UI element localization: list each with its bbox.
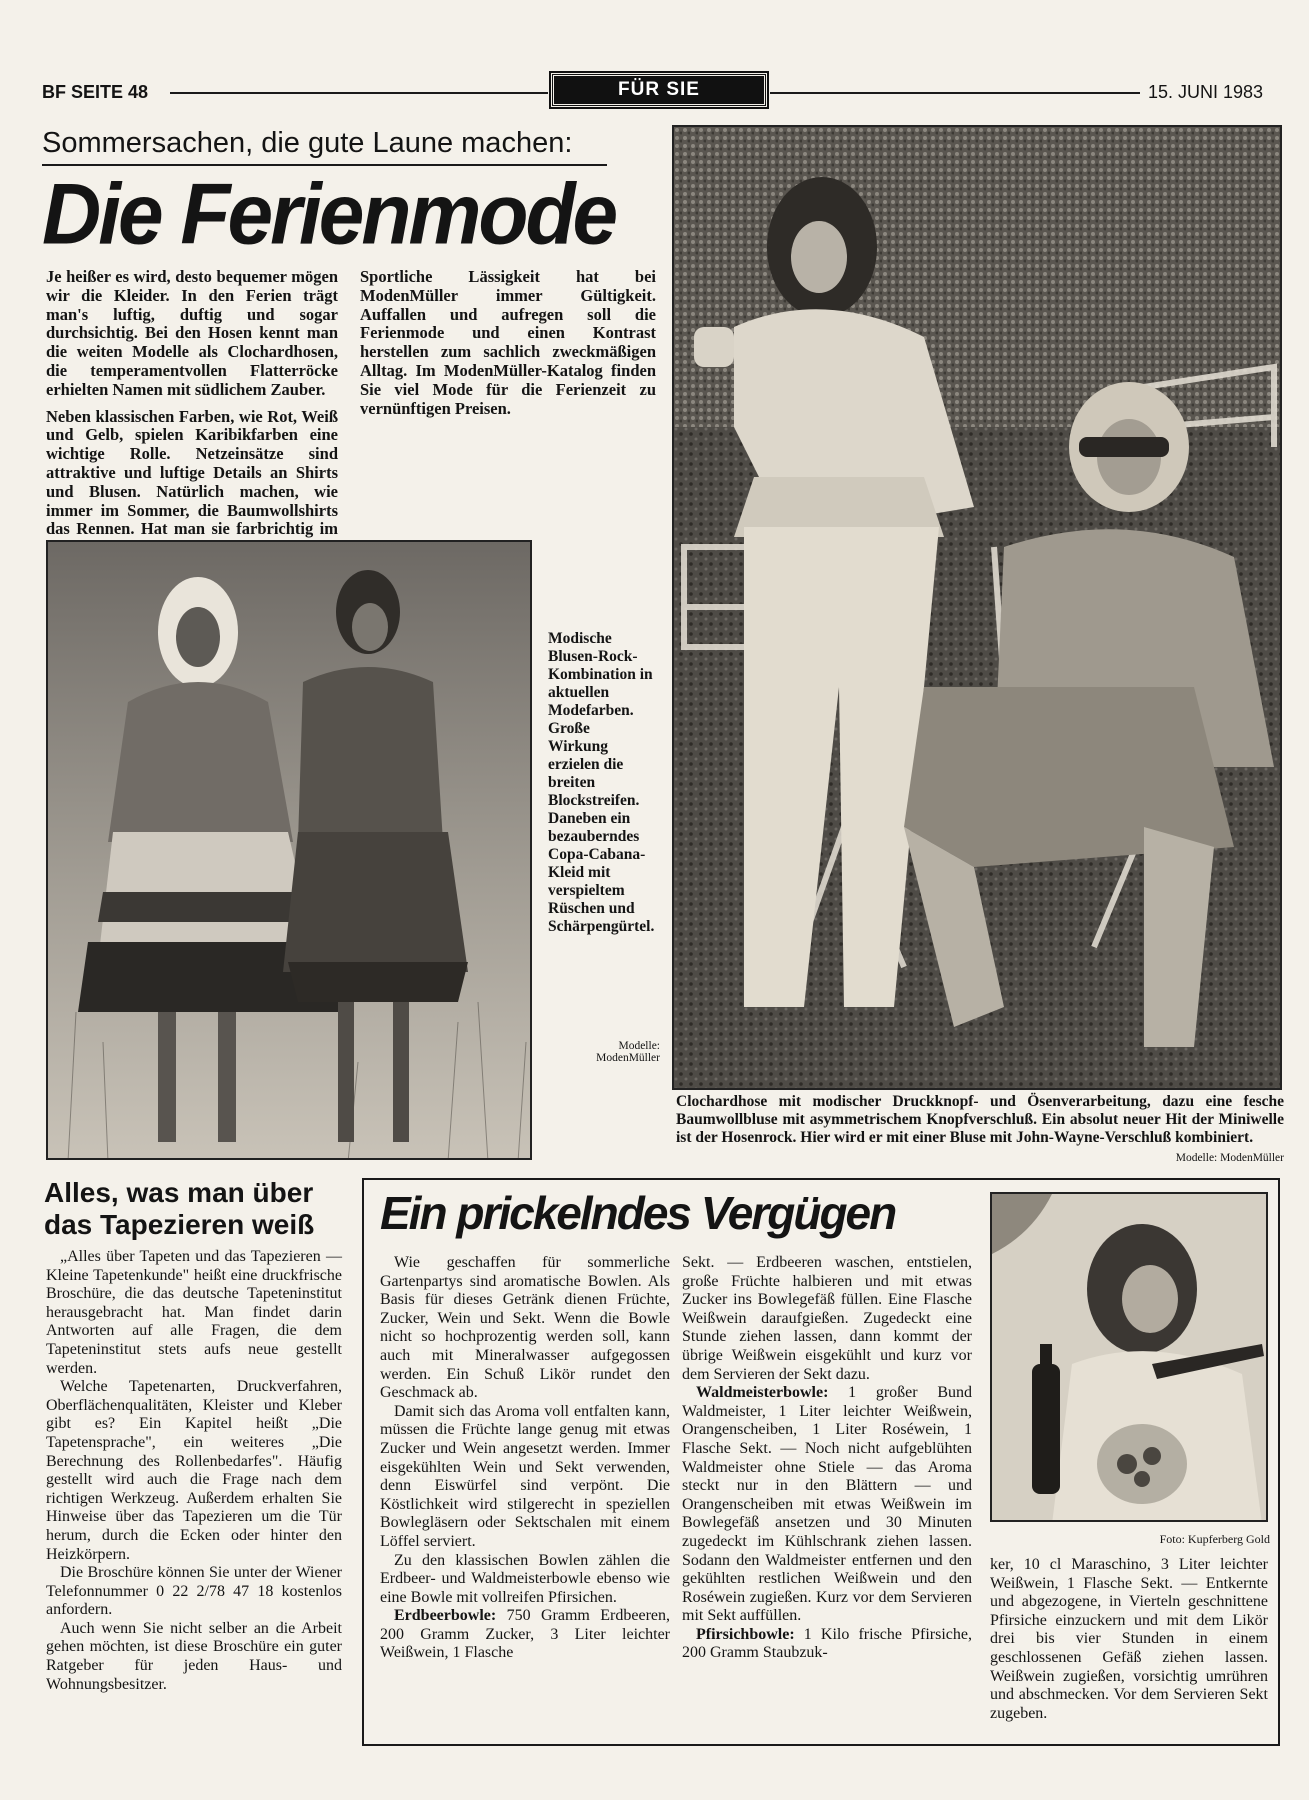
paragraph: Wie geschaffen für sommerliche Gartenpartys sind aromatische Bowlen. Als Basis für dieses Getränk dienen Früchte, Zucker, Wein und Sekt. Wenn die Bowle nicht so hochprozentig werden soll, kann auch mit Mineralwasser aufgegossen werden. Ein Schuß Likör rundet den Geschmack ab. <box>380 1254 670 1402</box>
paragraph: Sportliche Lässigkeit hat bei ModenMüller immer Gültigkeit. Auffallen und aufregen soll die Ferienmode und einen Kontrast herstellen zum sachlich zweckmäßigen Alltag. Im ModenMüller-Katalog finden Sie viel Mode für die Ferienzeit zu vernünftigen Preisen. <box>360 267 656 418</box>
article-headline-bowle: Ein prickelndes Vergügen <box>380 1187 896 1239</box>
article-headline: Die Ferienmode <box>42 166 616 263</box>
photo-credit-meadow: Modelle: ModenMüller <box>596 1040 660 1064</box>
photo-credit-stadium: Modelle: ModenMüller <box>1175 1152 1284 1164</box>
paragraph: ker, 10 cl Maraschino, 3 Liter leichter Weißwein, 1 Flasche Sekt. — Entkernte und abgezogene, in Vierteln geschnittene Pfirsiche einzuckern und mit dem Likör drei bis vier Stunden in einem geschlossenen Gefäß ziehen lassen. Weißwein zugießen, vorsichtig umrühren und abschmecken. Vor dem Servieren Sekt zugeben. <box>990 1556 1268 1722</box>
issue-date: 15. JUNI 1983 <box>1148 82 1264 102</box>
recipe-title: Pfirsichbowle: <box>696 1625 795 1643</box>
article-column-bowle-3 <box>990 1556 1268 1723</box>
photo-caption-stadium <box>676 1093 1284 1167</box>
caption-text: Clochardhose mit modischer Druckknopf- und Ösenverarbeitung, dazu eine fesche Baumwollbluse mit asymmetrischem Knopfverschluß. Ein absolut neuer Hit der Miniwelle ist der Hosenrock. Hier wird er mit einer Bluse mit John-Wayne-Verschluß kombiniert. <box>676 1093 1284 1146</box>
recipe-text: 1 großer Bund Waldmeister, 1 Liter leichter Weißwein, Orangenscheiben, 1 Liter Roséwein, 1 Flasche Sekt. — Noch nicht aufgeblühten Waldmeister ohne Stiele — das Aroma steckt nur in den Blättern — und Orangenscheiben mit etwas Weißwein im Bowlegefäß ansetzen und 30 Minuten zugedeckt im Kühlschrank ziehen lassen. Sodann den Waldmeister entfernen und den gekühlten restlichen Weißwein und den Roséwein zugießen. Kurz vor dem Servieren mit Sekt auffüllen. <box>682 1384 972 1625</box>
photo-credit-bowle: Foto: Kupferberg Gold <box>1159 1532 1270 1546</box>
section-label: FÜR SIE <box>551 73 767 107</box>
recipe-text: 1 Kilo frische Pfirsiche, 200 Gramm Staubzuk- <box>682 1625 972 1662</box>
article-column-tapezieren <box>46 1248 342 1694</box>
header-rule-left <box>170 92 548 94</box>
article-column-2 <box>360 268 656 426</box>
paragraph: Die Broschüre können Sie unter der Wiener Telefonnummer 0 22 2/78 47 18 kostenlos anfordern. <box>46 1564 342 1619</box>
paragraph: Neben klassischen Farben, wie Rot, Weiß und Gelb, spielen Karibikfarben eine wichtige Rolle. Netzeinsätze sind attraktive und luftige Details an Shirts und Blusen. Natürlich machen, wie immer im Sommer, die Baumwollshirts das Rennen. Hat man sie farbrichtig im <box>46 406 338 539</box>
paragraph: „Alles über Tapeten und das Tapezieren — Kleine Tapetenkunde" heißt eine druckfrische Broschüre, die das deutsche Tapeteninstitut herausgebracht hat. Man findet darin Antworten auf alle Fragen, die dem Tapeteninstitut stets aufs neue gestellt werden. <box>46 1248 342 1377</box>
fashion-photo-meadow <box>46 540 532 1160</box>
page-number: BF SEITE 48 <box>42 82 149 102</box>
article-column-bowle-2 <box>682 1254 972 1663</box>
header-rule-right <box>770 92 1140 94</box>
photo-caption-meadow: Modische Blusen-Rock-Kombination in aktuellen Modefarben. Große Wirkung erzielen die breiten Blockstreifen. Daneben ein bezauberndes Copa-Cabana-Kleid mit verspieltem Rüschen und Schärpengürtel. <box>548 630 655 935</box>
paragraph: Sekt. — Erdbeeren waschen, entstielen, große Früchte halbieren und mit etwas Zucker ins Bowlegefäß füllen. Eine Flasche Weißwein daraufgießen. Zugedeckt eine Stunde ziehen lassen, dann kommt der übrige Weißwein eisgekühlt und kurz vor dem Servieren der Sekt dazu. <box>682 1254 972 1383</box>
paragraph: Damit sich das Aroma voll entfalten kann, müssen die Früchte lange genug mit etwas Zucker und Wein angesetzt werden. Immer eisgekühlten Wein und Sekt verwenden, denn Eiswürfel sind verpönt. Die Köstlichkeit wird stilgerecht in speziellen Bowlegläsern oder Sektschalen mit einem Löffel serviert. <box>380 1402 670 1550</box>
article-kicker: Sommersachen, die gute Laune machen: <box>42 127 607 166</box>
paragraph: Zu den klassischen Bowlen zählen die Erdbeer- und Waldmeisterbowle ebenso wie eine Bowle mit vollreifen Pfirsichen. <box>380 1551 670 1606</box>
recipe-text: 750 Gramm Erdbeeren, 200 Gramm Zucker, 3 Liter leichter Weißwein, 1 Flasche <box>380 1607 671 1662</box>
bowle-photo <box>990 1192 1268 1522</box>
paragraph: Je heißer es wird, desto bequemer mögen wir die Kleider. In den Ferien trägt man's luftig, duftig und sogar durchsichtig. Bei den Hosen kennt man die weiten Modelle als Clochardhosen, die temperamentvollen Flatterröcke erhielten Namen mit südlichem Zauber. <box>46 267 338 399</box>
recipe-title: Waldmeisterbowle: <box>696 1384 829 1402</box>
article-headline-tapezieren: Alles, was man über das Tapezieren weiß <box>44 1177 315 1240</box>
recipe-title: Erdbeerbowle: <box>394 1607 497 1625</box>
paragraph: Auch wenn Sie nicht selber an die Arbeit gehen möchten, ist diese Broschüre ein guter Ratgeber für jeden Haus- und Wohnungsbesitzer. <box>46 1619 342 1693</box>
article-column-bowle-1 <box>380 1254 670 1663</box>
paragraph: Welche Tapetenarten, Druckverfahren, Oberflächenqualitäten, Kleister und Kleber gibt es? Ein Kapitel heißt „Die Tapetensprache", ein weiteres „Die Berechnung des Rollenbedarfes". Häufig gestellt wird auch die Frage nach dem richtigen Werkzeug. Außerdem erhalten Sie Hinweise über das Tapezieren um die Tür herum, durch die Ecken oder hinter den Heizkörpern. <box>46 1378 342 1563</box>
fashion-photo-stadium <box>672 125 1282 1090</box>
